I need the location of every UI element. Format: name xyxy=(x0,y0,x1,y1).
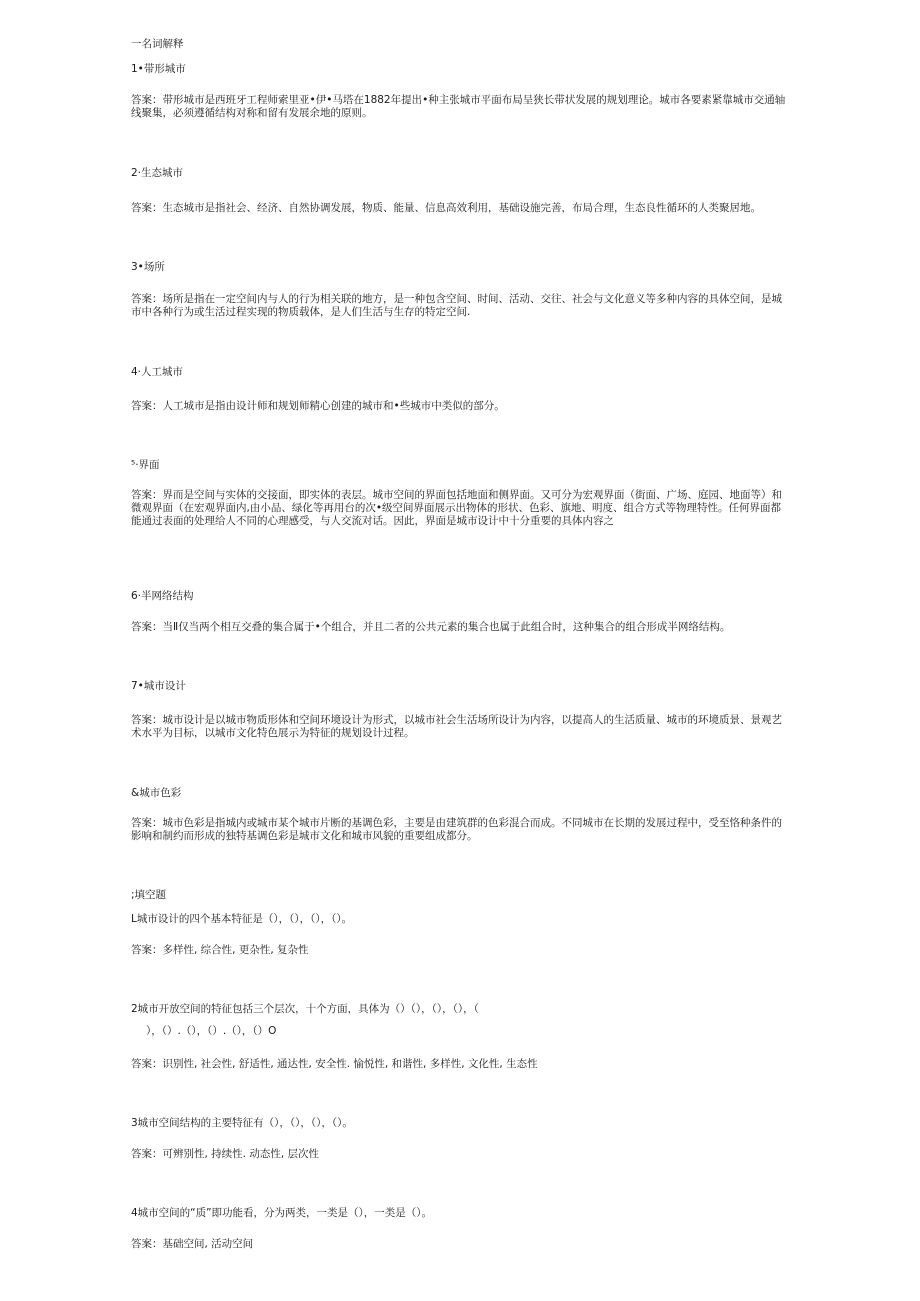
term-answer: 答案：场所是指在一定空间内与人的行为相关联的地方，是一种包含空间、时间、活动、交往、社会与文化意义等多种内容的具体空间，是城市中各种行为或生活过程实现的物质载体，是人们生活与生存的特定空间. xyxy=(131,293,782,318)
fill-question: 4城市空间的“质”即功能看，分为两类，一类是（），一类是（）。 xyxy=(131,1207,433,1219)
fill-question: 3城市空间结构的主要特征有（），（），（），（）。 xyxy=(131,1117,353,1129)
term-answer: 答案：带形城市是西班牙工程师索里亚•伊•马塔在1882年提出•种主张城市平面布局呈狭长带状发展的规划理论。城市各要素紧靠城市交通轴线聚集，必须遵循结构对称和留有发展余地的原则。 xyxy=(131,94,786,119)
term-heading: 1•带形城市 xyxy=(131,63,186,75)
fill-question: 2城市开放空间的特征包括三个层次，十个方面，具体为（）（），（），（），（ xyxy=(131,1003,479,1015)
term-heading: &城市色彩 xyxy=(131,787,182,799)
term-answer: 答案：生态城市是指社会、经济、自然协调发展，物质、能量、信息高效利用，基础设施完善，布局合理，生态良性循环的人类聚居地。 xyxy=(131,202,761,214)
fill-question-continued: ），（）.（），（）.（），（）O xyxy=(146,1025,277,1037)
fill-answer: 答案：基础空间, 活动空间 xyxy=(131,1238,254,1250)
term-heading: 2·生态城市 xyxy=(131,167,184,179)
term-heading: 3•场所 xyxy=(131,261,165,273)
section-title-definitions: 一名词解释 xyxy=(131,38,184,50)
section-title-fill-in: ;填空题 xyxy=(131,889,167,901)
term-heading: 6·半网络结构 xyxy=(131,590,194,602)
term-heading: 4·人工城市 xyxy=(131,366,184,378)
term-heading: ⁵·界面 xyxy=(131,459,160,471)
term-answer: 答案：城市设计是以城市物质形体和空间环境设计为形式，以城市社会生活场所设计为内容，以提高人的生活质量、城市的环境质景、景观艺术水平为目标，以城市文化特色展示为特征的规划设计过程。 xyxy=(131,714,782,739)
term-answer: 答案：人工城市是指由设计师和规划师精心创建的城市和•些城市中类似的部分。 xyxy=(131,400,505,412)
term-heading: 7•城市设计 xyxy=(131,680,186,692)
term-answer: 答案：当Ⅱ仅当两个相互交叠的集合属于•个组合，并且二者的公共元素的集合也属于此组合时，这种集合的组合形成半网络结构。 xyxy=(131,621,731,633)
fill-answer: 答案：可辨别性, 持续性. 动态性, 层次性 xyxy=(131,1148,320,1160)
term-answer: 答案：城市色彩是指城内或城市某个城市片断的基调色彩，主要是由建筑群的色彩混合而成。不同城市在长期的发展过程中，受至恪种条件的影响和制约而形成的独特基调色彩是城市文化和城市风貌的重要组成都分。 xyxy=(131,817,782,842)
fill-answer: 答案：多样性, 综合性, 更杂性, 复杂性 xyxy=(131,944,309,956)
fill-answer: 答案：识别性, 社会性, 舒适性, 通达性, 安全性. 愉悦性, 和谐性, 多样性, 文化性, 生态性 xyxy=(131,1058,538,1070)
term-answer: 答案：界而是空间与实体的交接面，即实体的表层。城市空间的界面包括地面和侧界面。又可分为宏观界面（街面、广场、庭园、地面等）和微观界面（在宏观界面内,由小品、绿化等再用台的次•级空间界面展示出物体的形状、色彩、旗地、明度、组合方式等物理特性。任何界面都能通过表面的处理给人不同的心理感受，与人交流对话。因此，界面是城市设计中十分重要的具体内容之 xyxy=(131,489,782,527)
fill-question: L城市设计的四个基本特征是（），（），（），（）。 xyxy=(131,913,353,925)
